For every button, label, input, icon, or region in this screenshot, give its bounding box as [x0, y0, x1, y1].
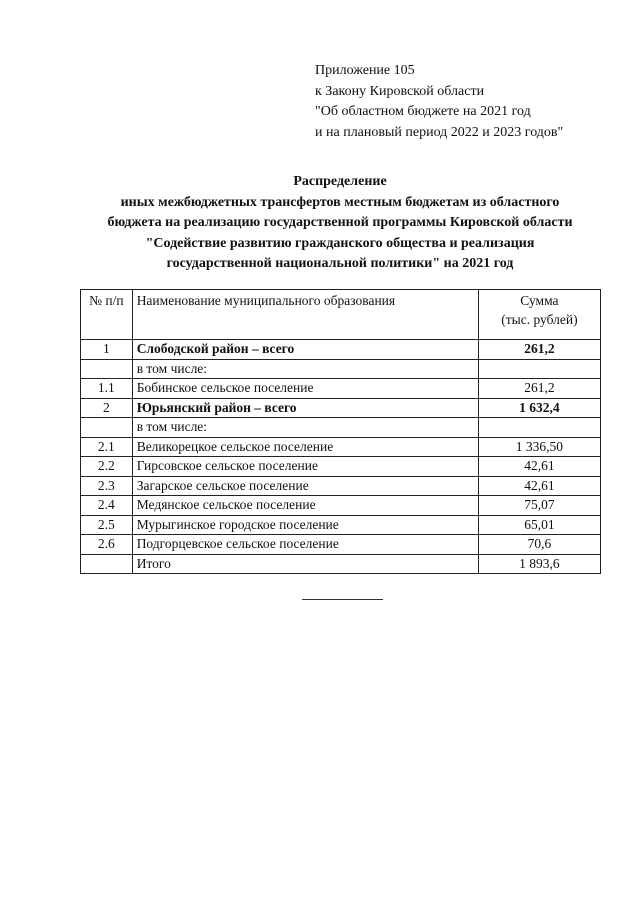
row-num: 1 — [81, 340, 133, 360]
row-sum: 261,2 — [478, 340, 600, 360]
row-num — [81, 359, 133, 379]
row-name: в том числе: — [132, 418, 478, 438]
row-name: Бобинское сельское поселение — [132, 379, 478, 399]
row-num: 2 — [81, 398, 133, 418]
header-sum — [478, 290, 600, 340]
row-num — [81, 418, 133, 438]
table-row — [81, 359, 601, 379]
row-sum: 65,01 — [478, 515, 600, 535]
appendix-header — [315, 61, 563, 143]
table-row — [81, 457, 601, 477]
total-label: Итого — [132, 554, 478, 574]
title-line-5: государственной национальной политики" на 2021 год — [166, 256, 514, 271]
header-name: Наименование муниципального образования — [132, 290, 478, 340]
table-row — [81, 496, 601, 516]
closing-divider — [302, 599, 383, 600]
row-name: Великорецкое сельское поселение — [132, 437, 478, 457]
row-sum: 70,6 — [478, 535, 600, 555]
row-num: 2.5 — [81, 515, 133, 535]
table-row — [81, 437, 601, 457]
header-sum-unit: (тыс. рублей) — [501, 312, 578, 327]
appendix-law-title-cont: и на плановый период 2022 и 2023 годов" — [315, 124, 564, 140]
row-sum: 1 336,50 — [478, 437, 600, 457]
header-num: № п/п — [81, 290, 133, 340]
appendix-law-title: "Об областном бюджете на 2021 год — [315, 104, 531, 119]
row-name: Юрьянский район – всего — [132, 398, 478, 418]
table-row — [81, 398, 601, 418]
row-name: Мурыгинское городское поселение — [132, 515, 478, 535]
total-sum: 1 893,6 — [478, 554, 600, 574]
title-line-1: Распределение — [293, 174, 387, 189]
table-row — [81, 476, 601, 496]
row-num — [81, 554, 133, 574]
row-name: Слободской район – всего — [132, 340, 478, 360]
row-sum — [478, 418, 600, 438]
row-sum — [478, 359, 600, 379]
table-row — [81, 515, 601, 535]
row-num: 1.1 — [81, 379, 133, 399]
row-sum: 42,61 — [478, 476, 600, 496]
row-num: 2.4 — [81, 496, 133, 516]
title-line-2: иных межбюджетных трансфертов местным бюджетам из областного — [120, 194, 560, 210]
appendix-number: Приложение 105 — [315, 63, 415, 78]
row-num: 2.3 — [81, 476, 133, 496]
row-name: Медянское сельское поселение — [132, 496, 478, 516]
title-line-3: бюджета на реализацию государственной программы Кировской области — [107, 215, 573, 230]
row-num: 2.6 — [81, 535, 133, 555]
distribution-table — [80, 289, 601, 574]
row-sum: 261,2 — [478, 379, 600, 399]
row-name: Подгорцевское сельское поселение — [132, 535, 478, 555]
row-sum: 1 632,4 — [478, 398, 600, 418]
row-name: в том числе: — [132, 359, 478, 379]
table-row — [81, 418, 601, 438]
table-row — [81, 535, 601, 555]
document-title — [60, 172, 620, 275]
table-row — [81, 379, 601, 399]
table-total-row — [81, 554, 601, 574]
row-num: 2.1 — [81, 437, 133, 457]
row-name: Гирсовское сельское поселение — [132, 457, 478, 477]
title-line-4: "Содействие развитию гражданского общества и реализация — [145, 235, 535, 251]
row-sum: 42,61 — [478, 457, 600, 477]
row-name: Загарское сельское поселение — [132, 476, 478, 496]
row-num: 2.2 — [81, 457, 133, 477]
table-header-row — [81, 290, 601, 340]
table-row — [81, 340, 601, 360]
header-sum-label: Сумма — [520, 293, 559, 308]
appendix-law-ref: к Закону Кировской области — [315, 83, 485, 99]
row-sum: 75,07 — [478, 496, 600, 516]
